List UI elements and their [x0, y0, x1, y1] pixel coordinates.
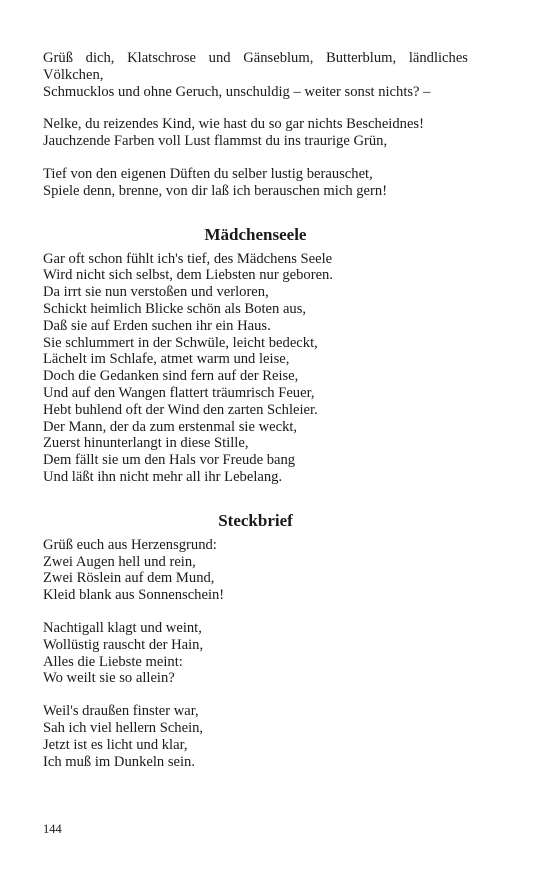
verse-line: Da irrt sie nun verstoßen und verloren,: [43, 284, 269, 301]
verse-line: Grüß dich, Klatschrose und Gänseblum, Butterblum, ländliches: [43, 50, 468, 66]
poem-steckbrief: [43, 511, 468, 771]
verse-line: Weil's draußen finster war,: [43, 703, 199, 720]
stanza: [43, 116, 468, 150]
verse-line: Sie schlummert in der Schwüle, leicht bedeckt,: [43, 334, 318, 351]
verse-line: Und auf den Wangen flattert träumrisch Feuer,: [43, 384, 315, 401]
verse-line: Lächelt im Schlafe, atmet warm und leise,: [43, 351, 290, 368]
verse-line: Nelke, du reizendes Kind, wie hast du so gar nichts Bescheidnes!: [43, 116, 424, 133]
verse-line: Daß sie auf Erden suchen ihr ein Haus.: [43, 317, 271, 334]
verse-line: Völkchen,: [43, 66, 104, 83]
verse-line: Hebt buhlend oft der Wind den zarten Schleier.: [43, 401, 318, 418]
poem-continuation: [43, 50, 468, 200]
verse-line: Wollüstig rauscht der Hain,: [43, 636, 204, 653]
verse-line: Kleid blank aus Sonnenschein!: [43, 587, 225, 604]
verse-line: Spiele denn, brenne, von dir laß ich berauschen mich gern!: [43, 182, 388, 199]
verse-line: Zwei Augen hell und rein,: [43, 553, 196, 570]
verse-line: Und läßt ihn nicht mehr all ihr Lebelang.: [43, 468, 283, 485]
stanza: [43, 703, 468, 770]
verse-line: Der Mann, der da zum erstenmal sie weckt,: [43, 418, 298, 435]
verse-line: Schickt heimlich Blicke schön als Boten aus,: [43, 300, 307, 317]
verse-line: Jetzt ist es licht und klar,: [43, 736, 188, 753]
verse-line: Tief von den eigenen Düften du selber lustig berauschet,: [43, 165, 373, 182]
verse-line: Wo weilt sie so allein?: [43, 670, 175, 687]
verse-line: Dem fällt sie um den Hals vor Freude bang: [43, 452, 296, 469]
verse-line: Zuerst hinunterlangt in diese Stille,: [43, 435, 249, 452]
verse-line: Sah ich viel hellern Schein,: [43, 719, 204, 736]
verse-line: Wird nicht sich selbst, dem Liebsten nur geboren.: [43, 267, 334, 284]
stanza: [43, 50, 468, 100]
verse-line: Zwei Röslein auf dem Mund,: [43, 570, 215, 587]
verse-line: Grüß euch aus Herzensgrund:: [43, 536, 217, 553]
verse-line: Ich muß im Dunkeln sein.: [43, 753, 195, 770]
stanza: [43, 620, 468, 687]
verse-line: Alles die Liebste meint:: [43, 653, 183, 670]
verse-line: Jauchzende Farben voll Lust flammst du ins traurige Grün,: [43, 133, 388, 150]
verse-line: Nachtigall klagt und weint,: [43, 619, 202, 636]
stanza: [43, 537, 468, 604]
verse-line: Schmucklos und ohne Geruch, unschuldig – weiter sonst nichts? –: [43, 83, 431, 100]
verse-line: Gar oft schon fühlt ich's tief, des Mädchens Seele: [43, 250, 333, 267]
page-body: [43, 50, 468, 786]
page-number: 144: [43, 822, 62, 836]
stanza: [43, 166, 468, 200]
poem-maedchenseele: [43, 225, 468, 486]
poem-title: Steckbrief: [218, 510, 293, 530]
verse-line: Doch die Gedanken sind fern auf der Reise,: [43, 368, 299, 385]
poem-title: Mädchenseele: [204, 224, 307, 244]
stanza: [43, 251, 468, 486]
